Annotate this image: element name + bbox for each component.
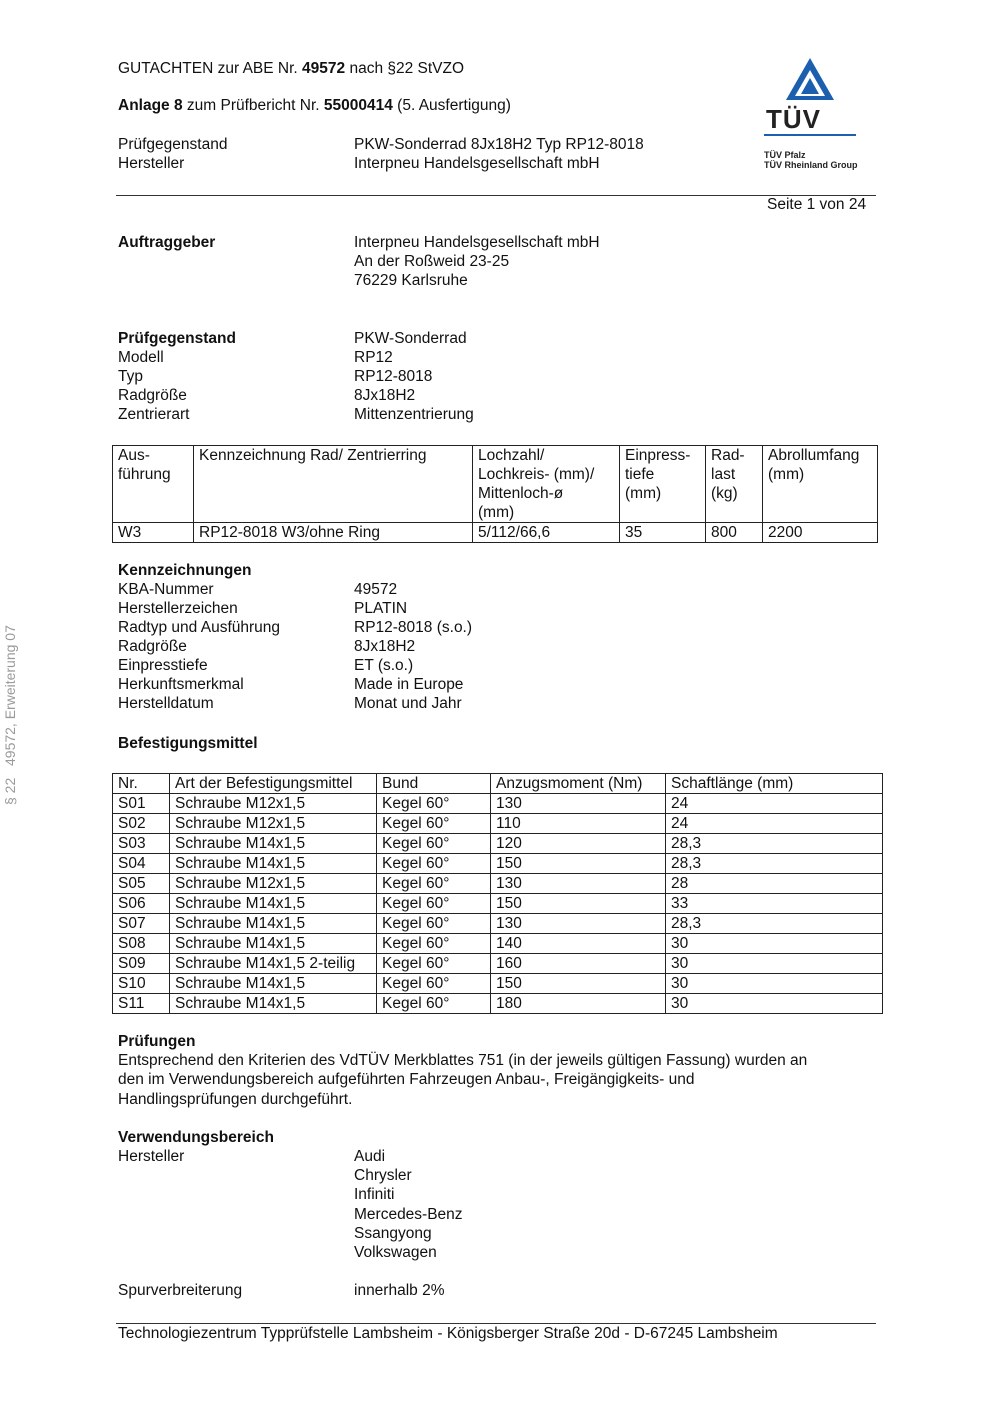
bef-cell: Schraube M12x1,5 bbox=[170, 814, 377, 834]
abe-number: 49572 bbox=[302, 60, 346, 77]
vb-hersteller-item: Ssangyong bbox=[354, 1225, 432, 1242]
wheel-table bbox=[112, 445, 878, 543]
bef-cell: 24 bbox=[666, 814, 883, 834]
tuv-logo bbox=[762, 56, 858, 174]
pruefbericht-number: 55000414 bbox=[323, 97, 393, 114]
bef-cell: S03 bbox=[113, 834, 170, 854]
pruefungen-text: Handlingsprüfungen durchgeführt. bbox=[118, 1091, 353, 1108]
header-divider bbox=[116, 195, 876, 196]
bef-cell: Kegel 60° bbox=[377, 834, 491, 854]
befestigung-title: Befestigungsmittel bbox=[118, 735, 258, 752]
bef-cell: S02 bbox=[113, 814, 170, 834]
bef-cell: 28,3 bbox=[666, 854, 883, 874]
bef-cell: 24 bbox=[666, 794, 883, 814]
bef-cell: S07 bbox=[113, 914, 170, 934]
header-line-2 bbox=[118, 97, 511, 115]
bef-header-cell: Anzugsmoment (Nm) bbox=[491, 774, 666, 794]
bef-cell: 30 bbox=[666, 974, 883, 994]
table-row bbox=[113, 794, 883, 814]
zentrierart-label: Zentrierart bbox=[118, 406, 190, 423]
bef-header-cell: Art der Befestigungsmittel bbox=[170, 774, 377, 794]
wheel-cell: 5/112/66,6 bbox=[473, 523, 620, 543]
bef-cell: 28 bbox=[666, 874, 883, 894]
gutachten-suffix: nach §22 StVZO bbox=[349, 60, 465, 77]
radgroesse-label: Radgröße bbox=[118, 387, 187, 404]
header-pruefgegenstand-value: PKW-Sonderrad 8Jx18H2 Typ RP12-8018 bbox=[354, 136, 644, 153]
bef-cell: 140 bbox=[491, 934, 666, 954]
bef-cell: Kegel 60° bbox=[377, 854, 491, 874]
kz-value: ET (s.o.) bbox=[354, 657, 414, 674]
table-row bbox=[113, 834, 883, 854]
bef-cell: Schraube M14x1,5 bbox=[170, 854, 377, 874]
wheel-header-cell: Rad- last (kg) bbox=[706, 446, 763, 523]
bef-cell: 160 bbox=[491, 954, 666, 974]
kennzeichnungen-title: Kennzeichnungen bbox=[118, 562, 252, 579]
bef-cell: Schraube M12x1,5 bbox=[170, 874, 377, 894]
kz-label: KBA-Nummer bbox=[118, 581, 214, 598]
bef-header-cell: Bund bbox=[377, 774, 491, 794]
bef-cell: Schraube M14x1,5 bbox=[170, 994, 377, 1014]
verwendungsbereich-title: Verwendungsbereich bbox=[118, 1129, 274, 1146]
pruefgegenstand-value: PKW-Sonderrad bbox=[354, 330, 467, 347]
bef-cell: 30 bbox=[666, 994, 883, 1014]
bef-cell: Kegel 60° bbox=[377, 994, 491, 1014]
auftraggeber-line: Interpneu Handelsgesellschaft mbH bbox=[354, 234, 600, 251]
bef-cell: S05 bbox=[113, 874, 170, 894]
bef-cell: Schraube M14x1,5 bbox=[170, 934, 377, 954]
table-row bbox=[113, 994, 883, 1014]
vb-hersteller-item: Volkswagen bbox=[354, 1244, 437, 1261]
wheel-cell: 35 bbox=[620, 523, 706, 543]
table-row bbox=[113, 854, 883, 874]
bef-cell: 28,3 bbox=[666, 914, 883, 934]
typ-label: Typ bbox=[118, 368, 143, 385]
kz-value: RP12-8018 (s.o.) bbox=[354, 619, 473, 636]
bef-cell: 130 bbox=[491, 914, 666, 934]
bef-cell: S04 bbox=[113, 854, 170, 874]
logo-rule bbox=[764, 134, 856, 136]
bef-cell: Kegel 60° bbox=[377, 814, 491, 834]
bef-header-cell: Nr. bbox=[113, 774, 170, 794]
befestigung-header bbox=[113, 774, 883, 794]
wheel-header-cell: Aus- führung bbox=[113, 446, 194, 523]
footer-divider bbox=[116, 1323, 876, 1324]
bef-cell: Schraube M14x1,5 bbox=[170, 894, 377, 914]
pruefungen-title: Prüfungen bbox=[118, 1033, 196, 1050]
bef-cell: Schraube M14x1,5 bbox=[170, 974, 377, 994]
tuv-group: TÜV Rheinland Group bbox=[764, 160, 858, 170]
kz-label: Einpresstiefe bbox=[118, 657, 208, 674]
kz-label: Radtyp und Ausführung bbox=[118, 619, 281, 636]
header-line-1 bbox=[118, 60, 464, 78]
bef-cell: Kegel 60° bbox=[377, 934, 491, 954]
bef-cell: S08 bbox=[113, 934, 170, 954]
side-note-paragraph: § 22 bbox=[2, 777, 18, 805]
vb-hersteller-label: Hersteller bbox=[118, 1148, 185, 1165]
bef-cell: S09 bbox=[113, 954, 170, 974]
wheel-cell: RP12-8018 W3/ohne Ring bbox=[194, 523, 473, 543]
kz-label: Herstellerzeichen bbox=[118, 600, 238, 617]
auftraggeber-line: 76229 Karlsruhe bbox=[354, 272, 468, 289]
kz-value: Monat und Jahr bbox=[354, 695, 462, 712]
ausfertigung: (5. Ausfertigung) bbox=[397, 97, 511, 114]
vb-hersteller-item: Infiniti bbox=[354, 1186, 395, 1203]
vb-hersteller-item: Chrysler bbox=[354, 1167, 412, 1184]
table-row bbox=[113, 814, 883, 834]
bef-cell: 30 bbox=[666, 934, 883, 954]
bef-header-cell: Schaftlänge (mm) bbox=[666, 774, 883, 794]
table-row bbox=[113, 914, 883, 934]
typ-value: RP12-8018 bbox=[354, 368, 433, 385]
bef-cell: Schraube M14x1,5 bbox=[170, 914, 377, 934]
pruefungen-text: den im Verwendungsbereich aufgeführten Fahrzeugen Anbau-, Freigängigkeits- und bbox=[118, 1071, 695, 1088]
header-pruefgegenstand-label: Prüfgegenstand bbox=[118, 136, 228, 153]
bef-cell: 180 bbox=[491, 994, 666, 1014]
table-row bbox=[113, 954, 883, 974]
bef-cell: Schraube M14x1,5 bbox=[170, 834, 377, 854]
kz-value: 49572 bbox=[354, 581, 398, 598]
pruefungen-text: Entsprechend den Kriterien des VdTÜV Merkblattes 751 (in der jeweils gültigen Fassung) wurden an bbox=[118, 1052, 808, 1069]
bef-cell: Kegel 60° bbox=[377, 954, 491, 974]
bef-cell: 30 bbox=[666, 954, 883, 974]
bef-cell: S06 bbox=[113, 894, 170, 914]
wheel-cell: 800 bbox=[706, 523, 763, 543]
wheel-header-cell: Abrollumfang (mm) bbox=[763, 446, 878, 523]
bef-cell: S11 bbox=[113, 994, 170, 1014]
bef-cell: 130 bbox=[491, 794, 666, 814]
bef-cell: 28,3 bbox=[666, 834, 883, 854]
modell-value: RP12 bbox=[354, 349, 393, 366]
side-note-reference: 49572, Erweiterung 07 bbox=[2, 625, 18, 766]
header-hersteller-value: Interpneu Handelsgesellschaft mbH bbox=[354, 155, 600, 172]
vb-hersteller-item: Audi bbox=[354, 1148, 386, 1165]
kz-value: PLATIN bbox=[354, 600, 408, 617]
befestigung-table bbox=[112, 773, 883, 1014]
bef-cell: 33 bbox=[666, 894, 883, 914]
modell-label: Modell bbox=[118, 349, 164, 366]
bef-cell: 150 bbox=[491, 974, 666, 994]
bef-cell: S01 bbox=[113, 794, 170, 814]
auftraggeber-label: Auftraggeber bbox=[118, 234, 216, 251]
bef-cell: Kegel 60° bbox=[377, 974, 491, 994]
table-row bbox=[113, 974, 883, 994]
gutachten-prefix: GUTACHTEN zur ABE Nr. bbox=[118, 60, 298, 77]
bef-cell: Kegel 60° bbox=[377, 914, 491, 934]
kz-value: 8Jx18H2 bbox=[354, 638, 416, 655]
table-row bbox=[113, 523, 878, 543]
wheel-header-cell: Einpress- tiefe (mm) bbox=[620, 446, 706, 523]
bef-cell: 150 bbox=[491, 894, 666, 914]
kz-label: Radgröße bbox=[118, 638, 187, 655]
wheel-table-header bbox=[113, 446, 878, 523]
auftraggeber-line: An der Roßweid 23-25 bbox=[354, 253, 510, 270]
wheel-cell: 2200 bbox=[763, 523, 878, 543]
anlage-label: Anlage 8 bbox=[118, 97, 183, 114]
bef-cell: S10 bbox=[113, 974, 170, 994]
table-row bbox=[113, 934, 883, 954]
wheel-header-cell: Kennzeichnung Rad/ Zentrierring bbox=[194, 446, 473, 523]
bef-cell: Schraube M12x1,5 bbox=[170, 794, 377, 814]
zentrierart-value: Mittenzentrierung bbox=[354, 406, 474, 423]
bef-cell: 110 bbox=[491, 814, 666, 834]
spur-label: Spurverbreiterung bbox=[118, 1282, 243, 1299]
page-number: Seite 1 von 24 bbox=[767, 196, 867, 213]
vb-hersteller-item: Mercedes-Benz bbox=[354, 1206, 463, 1223]
pruefbericht-label: zum Prüfbericht Nr. bbox=[186, 97, 320, 114]
bef-cell: 130 bbox=[491, 874, 666, 894]
wheel-header-cell: Lochzahl/ Lochkreis- (mm)/ Mittenloch-ø (mm) bbox=[473, 446, 620, 523]
footer-address: Technologiezentrum Typprüfstelle Lambsheim - Königsberger Straße 20d - D-67245 Lambsheim bbox=[118, 1325, 778, 1342]
bef-cell: 150 bbox=[491, 854, 666, 874]
spur-value: innerhalb 2% bbox=[354, 1282, 445, 1299]
kz-value: Made in Europe bbox=[354, 676, 464, 693]
bef-cell: 120 bbox=[491, 834, 666, 854]
wheel-cell: W3 bbox=[113, 523, 194, 543]
tuv-brand: TÜV bbox=[766, 104, 821, 134]
pruefgegenstand-title: Prüfgegenstand bbox=[118, 330, 236, 347]
table-row bbox=[113, 894, 883, 914]
header-hersteller-label: Hersteller bbox=[118, 155, 185, 172]
bef-cell: Kegel 60° bbox=[377, 894, 491, 914]
kz-label: Herkunftsmerkmal bbox=[118, 676, 244, 693]
table-row bbox=[113, 874, 883, 894]
bef-cell: Schraube M14x1,5 2-teilig bbox=[170, 954, 377, 974]
kz-label: Herstelldatum bbox=[118, 695, 214, 712]
bef-cell: Kegel 60° bbox=[377, 794, 491, 814]
tuv-pfalz: TÜV Pfalz bbox=[764, 150, 806, 160]
bef-cell: Kegel 60° bbox=[377, 874, 491, 894]
radgroesse-value: 8Jx18H2 bbox=[354, 387, 416, 404]
